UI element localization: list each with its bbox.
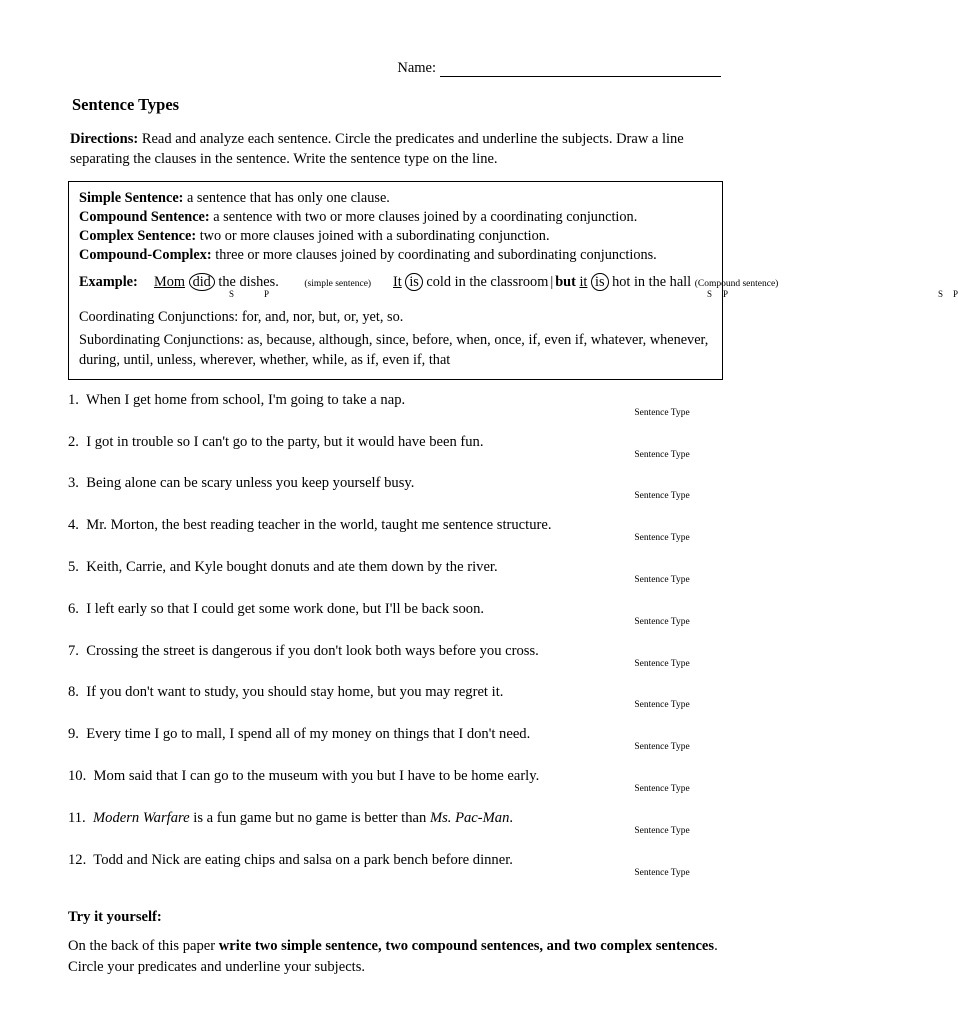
example-compound-divider: | bbox=[550, 274, 554, 290]
question-row bbox=[68, 434, 723, 476]
question-title-italic-2: Ms. Pac-Man bbox=[429, 809, 510, 826]
answer-caption: Sentence Type bbox=[634, 533, 690, 544]
definitions-box bbox=[68, 181, 958, 380]
answer-caption: Sentence Type bbox=[634, 407, 690, 418]
answer-blank[interactable] bbox=[601, 527, 723, 545]
answer-caption: Sentence Type bbox=[634, 616, 690, 627]
definition-compound bbox=[79, 208, 712, 227]
definition-simple bbox=[79, 189, 712, 208]
example-compound-caption: (Compound sentence) bbox=[694, 279, 779, 289]
questions-list bbox=[68, 392, 723, 894]
answer-blank[interactable] bbox=[601, 862, 723, 880]
example-compound-predicate2: is bbox=[591, 273, 609, 291]
question-text bbox=[68, 475, 414, 492]
definition-complex-term: Complex Sentence: bbox=[79, 228, 197, 244]
definition-compound-text: a sentence with two or more clauses joined by a coordinating conjunction. bbox=[209, 209, 638, 225]
question-number: 6. bbox=[68, 600, 79, 617]
footer-section bbox=[68, 909, 723, 977]
answer-caption: Sentence Type bbox=[634, 825, 690, 836]
answer-blank[interactable] bbox=[601, 444, 723, 462]
question-sentence: Every time I go to mall, I spend all of my money on things that I don't need. bbox=[86, 726, 531, 743]
answer-caption: Sentence Type bbox=[634, 658, 690, 669]
question-number: 1. bbox=[68, 391, 79, 408]
answer-blank[interactable] bbox=[601, 402, 723, 420]
definition-complex-text: two or more clauses joined with a subordinating conjunction. bbox=[196, 228, 550, 244]
question-row bbox=[68, 475, 723, 517]
question-number: 9. bbox=[68, 726, 79, 743]
name-label: Name: bbox=[397, 60, 436, 76]
question-sentence: I left early so that I could get some work done, but I'll be back soon. bbox=[86, 600, 485, 617]
answer-caption: Sentence Type bbox=[634, 742, 690, 753]
instruction-start: On the back of this paper bbox=[68, 938, 219, 955]
example-row bbox=[79, 274, 958, 304]
question-row bbox=[68, 643, 723, 685]
question-sentence: Crossing the street is dangerous if you don't look both ways before you cross. bbox=[86, 642, 539, 659]
name-input-line[interactable] bbox=[440, 62, 721, 77]
question-row bbox=[68, 559, 723, 601]
question-text bbox=[68, 684, 503, 701]
coordinating-conjunctions-line bbox=[79, 308, 712, 327]
question-row bbox=[68, 601, 723, 643]
back-of-paper-instruction bbox=[68, 936, 723, 977]
question-sentence: I got in trouble so I can't go to the party, but it would have been fun. bbox=[86, 433, 484, 450]
example-compound-rest2: hot in the hall bbox=[608, 274, 692, 290]
answer-blank[interactable] bbox=[601, 569, 723, 587]
try-it-yourself-heading: Try it yourself: bbox=[68, 909, 162, 926]
question-sentence: Todd and Nick are eating chips and salsa on a park bench before dinner. bbox=[93, 851, 513, 868]
question-text bbox=[68, 517, 551, 534]
answer-blank[interactable] bbox=[601, 820, 723, 838]
subordinating-conjunctions-line bbox=[79, 331, 712, 370]
answer-blank[interactable] bbox=[601, 611, 723, 629]
subordinating-text: as, because, although, since, before, when, once, if, even if, whatever, whenever, during, until, unless, wherever, whether, while, as if, even if, that bbox=[79, 332, 709, 368]
coordinating-text: for, and, nor, but, or, yet, so. bbox=[238, 309, 404, 325]
question-text: 11. Modern Warfare is a fun game but no game is better than Ms. Pac-Man. bbox=[68, 809, 514, 826]
example-compound-predicate: is bbox=[405, 273, 423, 291]
example-simple-rest: the dishes. bbox=[214, 274, 279, 290]
question-row bbox=[68, 852, 723, 894]
example-compound-subject: It bbox=[393, 274, 402, 290]
question-sentence: If you don't want to study, you should stay home, but you may regret it. bbox=[86, 684, 504, 701]
question-number: 2. bbox=[68, 433, 79, 450]
answer-caption: Sentence Type bbox=[634, 491, 690, 502]
subordinating-term: Subordinating Conjunctions: bbox=[79, 332, 244, 349]
question-row bbox=[68, 726, 723, 768]
answer-caption: Sentence Type bbox=[634, 784, 690, 795]
definition-compound-complex-term: Compound-Complex: bbox=[79, 247, 212, 263]
name-field-row bbox=[68, 60, 723, 77]
definition-compound-term: Compound Sentence: bbox=[79, 209, 210, 225]
coordinating-term: Coordinating Conjunctions: bbox=[79, 309, 239, 325]
example-simple bbox=[154, 274, 372, 299]
answer-caption: Sentence Type bbox=[634, 867, 690, 878]
question-text bbox=[68, 559, 498, 576]
question-text bbox=[68, 643, 539, 660]
answer-blank[interactable] bbox=[601, 736, 723, 754]
question-sentence: When I get home from school, I'm going to take a nap. bbox=[86, 391, 406, 408]
question-row bbox=[68, 684, 723, 726]
answer-blank[interactable] bbox=[601, 653, 723, 671]
example-compound bbox=[393, 274, 958, 299]
example-compound-p-mark: P bbox=[723, 289, 729, 299]
answer-caption: Sentence Type bbox=[634, 449, 690, 460]
example-compound-rest: cold in the classroom bbox=[422, 274, 549, 290]
question-row bbox=[68, 810, 723, 852]
definition-simple-term: Simple Sentence: bbox=[79, 190, 184, 206]
definition-compound-complex-text: three or more clauses joined by coordinating and subordinating conjunctions. bbox=[211, 247, 657, 263]
question-title-italic-1: Modern Warfare bbox=[93, 809, 190, 826]
question-text bbox=[68, 768, 539, 785]
example-simple-caption: (simple sentence) bbox=[304, 279, 372, 289]
question-row bbox=[68, 768, 723, 810]
question-number: 7. bbox=[68, 642, 79, 659]
example-simple-s-mark: S bbox=[229, 289, 235, 299]
example-simple-subject: Mom bbox=[154, 274, 185, 290]
definition-simple-text: a sentence that has only one clause. bbox=[183, 190, 390, 206]
answer-caption: Sentence Type bbox=[634, 700, 690, 711]
example-label: Example: bbox=[79, 274, 138, 290]
instruction-end: . Circle your predicates and underline your subjects. bbox=[68, 938, 718, 975]
question-text bbox=[68, 726, 530, 743]
question-text bbox=[68, 392, 405, 409]
example-compound-subject2: it bbox=[579, 274, 588, 290]
answer-blank[interactable] bbox=[601, 694, 723, 712]
question-sentence: Mom said that I can go to the museum with you but I have to be home early. bbox=[93, 768, 540, 785]
question-number: 3. bbox=[68, 475, 79, 492]
example-simple-predicate: did bbox=[189, 273, 215, 291]
question-number: 8. bbox=[68, 684, 79, 701]
example-compound-conjunction: but bbox=[555, 274, 576, 290]
directions-paragraph bbox=[70, 129, 723, 169]
page-title: Sentence Types bbox=[72, 95, 180, 114]
answer-caption: Sentence Type bbox=[634, 575, 690, 586]
question-row bbox=[68, 392, 723, 434]
directions-label: Directions: bbox=[70, 131, 139, 147]
answer-blank[interactable] bbox=[601, 485, 723, 503]
question-row bbox=[68, 517, 723, 559]
example-compound-p-mark-2: P bbox=[953, 289, 958, 299]
question-number: 12. bbox=[68, 851, 87, 868]
question-number: 5. bbox=[68, 559, 79, 576]
question-text bbox=[68, 852, 513, 869]
question-sentence: Mr. Morton, the best reading teacher in the world, taught me sentence structure. bbox=[86, 517, 552, 534]
question-sentence: Keith, Carrie, and Kyle bought donuts and ate them down by the river. bbox=[86, 559, 498, 576]
definition-compound-complex bbox=[79, 246, 712, 265]
question-text bbox=[68, 434, 484, 451]
question-number: 11. bbox=[68, 809, 86, 826]
question-sentence: Being alone can be scary unless you keep yourself busy. bbox=[86, 475, 415, 492]
example-compound-s-mark-2: S bbox=[938, 289, 944, 299]
question-number: 4. bbox=[68, 517, 79, 534]
question-text bbox=[68, 601, 484, 618]
definition-complex bbox=[79, 227, 712, 246]
example-simple-p-mark: P bbox=[264, 289, 270, 299]
example-compound-s-mark: S bbox=[707, 289, 713, 299]
question-number: 10. bbox=[68, 768, 87, 785]
directions-text: Read and analyze each sentence. Circle the predicates and underline the subjects. Draw a line separating the clauses in the sentence. Write the sentence type on the line. bbox=[70, 131, 684, 167]
instruction-bold: write two simple sentence, two compound sentences, and two complex sentences bbox=[218, 938, 715, 955]
answer-blank[interactable] bbox=[601, 778, 723, 796]
